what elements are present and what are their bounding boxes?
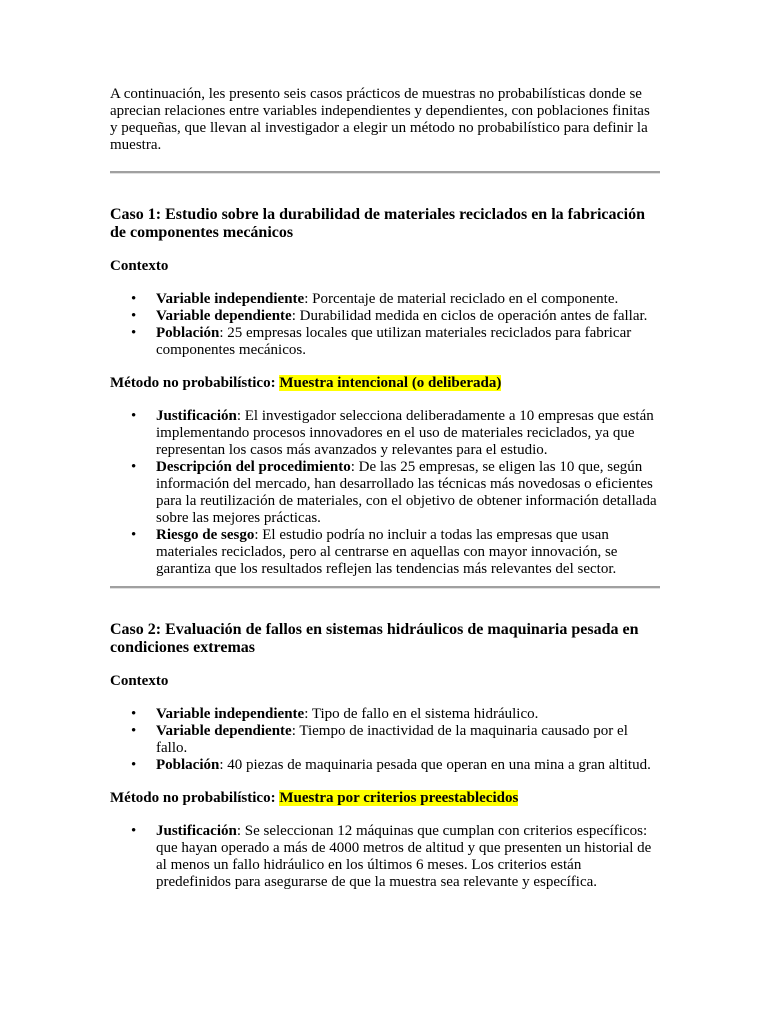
list-item	[110, 823, 660, 891]
item-label: Justificación	[156, 823, 237, 839]
case-1-method-list	[110, 408, 660, 578]
item-label: Riesgo de sesgo	[156, 527, 255, 543]
bullet-icon: •	[131, 459, 137, 475]
item-text: : Tipo de fallo en el sistema hidráulico.	[304, 706, 539, 722]
horizontal-rule	[110, 586, 660, 589]
bullet-icon: •	[131, 325, 137, 341]
case-2-section	[110, 621, 660, 891]
item-label: Justificación	[156, 408, 237, 424]
method-label: Método no probabilístico:	[110, 375, 280, 391]
bullet-icon: •	[131, 823, 137, 839]
case-2-context-list	[110, 706, 660, 774]
item-text: : El investigador selecciona deliberadamente a 10 empresas que están implementando procesos innovadores en el uso de materiales reciclados, ya que representan los casos más avanzados y relevantes para el estudio.	[156, 408, 654, 458]
item-text: : Tiempo de inactividad de la maquinaria causado por el fallo.	[156, 723, 628, 756]
method-value-highlight: Muestra por criterios preestablecidos	[279, 790, 519, 806]
method-value-highlight: Muestra intencional (o deliberada)	[279, 375, 502, 391]
bullet-icon: •	[131, 757, 137, 773]
item-label: Descripción del procedimiento	[156, 459, 351, 475]
list-item	[110, 459, 660, 527]
item-text: : Se seleccionan 12 máquinas que cumplan con criterios específicos: que hayan operado a más de 4000 metros de altitud y que presenten un historial de al menos un fallo hidráulico en los últimos 6 meses. Los criterios están predefinidos para asegurarse de que la muestra sea relevante y específica.	[156, 823, 652, 890]
method-label: Método no probabilístico:	[110, 790, 280, 806]
bullet-icon: •	[131, 723, 137, 739]
list-item	[110, 723, 660, 757]
bullet-icon: •	[131, 408, 137, 424]
item-label: Población	[156, 757, 220, 773]
case-1-method	[110, 375, 660, 392]
bullet-icon: •	[131, 527, 137, 543]
horizontal-rule	[110, 171, 660, 174]
case-1-context-list	[110, 291, 660, 359]
item-text: : Durabilidad medida en ciclos de operación antes de fallar.	[291, 308, 648, 324]
item-text: : 40 piezas de maquinaria pesada que operan en una mina a gran altitud.	[219, 757, 651, 773]
case-2-method	[110, 790, 660, 807]
bullet-icon: •	[131, 706, 137, 722]
case-2-title: Caso 2: Evaluación de fallos en sistemas hidráulicos de maquinaria pesada en condiciones extremas	[110, 621, 639, 656]
list-item	[110, 291, 660, 308]
list-item	[110, 527, 660, 578]
list-item	[110, 757, 660, 774]
case-1-section	[110, 206, 660, 578]
item-label: Población	[156, 325, 220, 341]
list-item	[110, 706, 660, 723]
item-text: : De las 25 empresas, se eligen las 10 que, según información del mercado, han desarrollado las técnicas más novedosas o eficientes para la reutilización de materiales, con el objetivo de obtener información detallada sobre las mejores prácticas.	[156, 459, 657, 526]
case-2-context-label: Contexto	[110, 673, 169, 689]
case-1-context-label: Contexto	[110, 258, 169, 274]
item-label: Variable independiente	[156, 706, 305, 722]
case-1-title: Caso 1: Estudio sobre la durabilidad de materiales reciclados en la fabricación de componentes mecánicos	[110, 206, 645, 241]
item-text: : 25 empresas locales que utilizan materiales reciclados para fabricar componentes mecánicos.	[156, 325, 632, 358]
bullet-icon: •	[131, 291, 137, 307]
item-text: : El estudio podría no incluir a todas las empresas que usan materiales reciclados, pero al centrarse en aquellas con mayor innovación, se garantiza que los resultados reflejen las tendencias más relevantes del sector.	[156, 527, 618, 577]
item-label: Variable dependiente	[156, 723, 292, 739]
item-label: Variable independiente	[156, 291, 305, 307]
bullet-icon: •	[131, 308, 137, 324]
document-page	[110, 86, 660, 891]
item-label: Variable dependiente	[156, 308, 292, 324]
list-item	[110, 408, 660, 459]
case-2-method-list	[110, 823, 660, 891]
list-item	[110, 325, 660, 359]
list-item	[110, 308, 660, 325]
intro-paragraph: A continuación, les presento seis casos prácticos de muestras no probabilísticas donde se aprecian relaciones entre variables independientes y dependientes, con poblaciones finitas y pequeñas, que llevan al investigador a elegir un método no probabilístico para definir la muestra.	[110, 86, 650, 153]
item-text: : Porcentaje de material reciclado en el componente.	[304, 291, 619, 307]
